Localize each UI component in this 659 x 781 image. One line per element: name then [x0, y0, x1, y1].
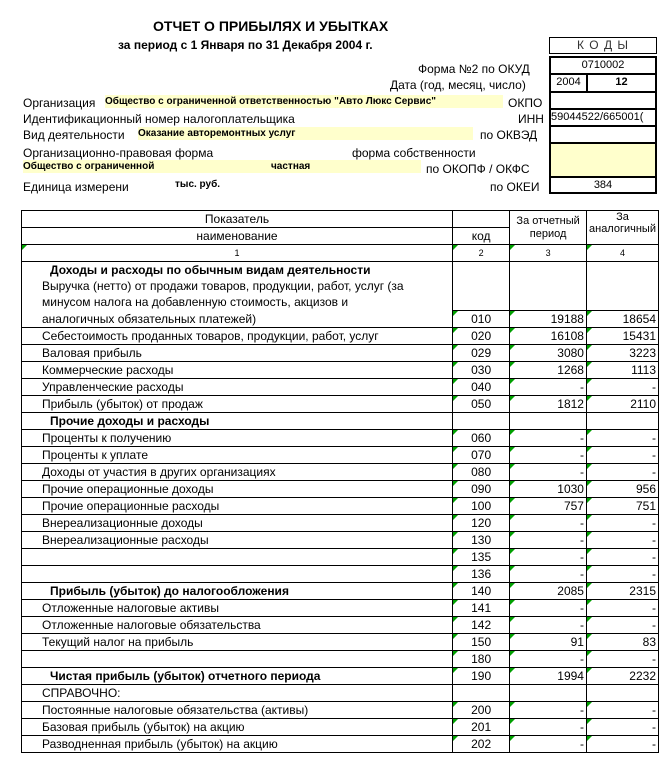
row-code: 060 — [453, 430, 510, 447]
row-prev: - — [586, 515, 658, 532]
inn-label: ИНН — [518, 112, 544, 126]
row-current: 1812 — [510, 396, 587, 413]
cell-marker — [587, 583, 592, 588]
table-row — [22, 262, 659, 279]
unit-value: тыс. руб. — [175, 179, 221, 190]
cell-marker — [510, 396, 515, 401]
row-name: Коммерческие расходы — [22, 362, 453, 379]
row-name: минусом налога на добавленную стоимость, акцизов и — [22, 294, 453, 311]
row-prev: - — [586, 736, 658, 753]
row-current: - — [510, 566, 587, 583]
row-current: - — [510, 430, 587, 447]
cell-marker — [587, 362, 592, 367]
cell-marker — [510, 345, 515, 350]
row-current: 1268 — [510, 362, 587, 379]
cell-marker — [510, 736, 515, 741]
row-current: - — [510, 532, 587, 549]
cell-marker — [587, 311, 592, 316]
row-code: 100 — [453, 498, 510, 515]
cell-marker — [587, 719, 592, 724]
cell-marker — [453, 379, 458, 384]
table-row — [22, 515, 659, 532]
row-current — [510, 294, 587, 311]
cell-marker — [453, 532, 458, 537]
ownership-value: частная — [263, 160, 421, 173]
cell-marker — [587, 498, 592, 503]
row-name: Валовая прибыль — [22, 345, 453, 362]
table-row — [22, 294, 659, 311]
table-row — [22, 583, 659, 600]
colnum-3: 3 — [545, 248, 551, 258]
row-prev: 956 — [586, 481, 658, 498]
row-current: - — [510, 379, 587, 396]
row-name: аналогичных обязательных платежей) — [22, 311, 453, 328]
cell-marker — [510, 481, 515, 486]
row-name: Себестоимость проданных товаров, продукции, работ, услуг — [22, 328, 453, 345]
cell-marker — [587, 702, 592, 707]
form-label: Форма №2 по ОКУД — [418, 62, 530, 76]
row-code: 190 — [453, 668, 510, 685]
row-name: Разводненная прибыль (убыток) на акцию — [22, 736, 453, 753]
okved-label: по ОКВЭД — [480, 128, 538, 142]
row-prev: 18654 — [586, 311, 658, 328]
row-prev: - — [586, 549, 658, 566]
colnum-2: 2 — [478, 248, 484, 258]
cell-marker — [510, 549, 515, 554]
cell-marker — [453, 345, 458, 350]
table-row — [22, 498, 659, 515]
row-prev — [586, 262, 658, 279]
row-current — [510, 278, 587, 294]
row-code: 180 — [453, 651, 510, 668]
row-name: Доходы от участия в других организациях — [22, 464, 453, 481]
head-current: За отчетный период — [510, 211, 587, 245]
date-year-cell: 2004 — [549, 74, 587, 92]
table-row — [22, 736, 659, 753]
cell-marker — [453, 702, 458, 707]
row-name: Проценты к получению — [22, 430, 453, 447]
row-current: - — [510, 464, 587, 481]
cell-marker — [587, 430, 592, 435]
row-name — [22, 651, 453, 668]
table-row — [22, 379, 659, 396]
cell-marker — [453, 651, 458, 656]
table-row — [22, 668, 659, 685]
okei-label: по ОКЕИ — [490, 180, 540, 194]
table-row — [22, 532, 659, 549]
row-current: 19188 — [510, 311, 587, 328]
row-current: - — [510, 549, 587, 566]
row-code — [453, 685, 510, 702]
cell-marker — [587, 668, 592, 673]
row-code: 150 — [453, 634, 510, 651]
row-code: 120 — [453, 515, 510, 532]
cell-marker — [587, 464, 592, 469]
row-name — [22, 566, 453, 583]
cell-marker — [510, 566, 515, 571]
cell-marker — [510, 362, 515, 367]
cell-marker — [510, 617, 515, 622]
row-code: 141 — [453, 600, 510, 617]
cell-marker — [453, 328, 458, 333]
row-name: Выручка (нетто) от продажи товаров, продукции, работ, услуг (за — [22, 278, 453, 294]
form-code-cell: 0710002 — [549, 56, 657, 74]
row-prev: 15431 — [586, 328, 658, 345]
row-code: 010 — [453, 311, 510, 328]
cell-marker — [510, 651, 515, 656]
cell-marker — [453, 515, 458, 520]
row-name: Постоянные налоговые обязательства (активы) — [22, 702, 453, 719]
inn-label-full: Идентификационный номер налогоплательщика — [23, 112, 295, 126]
row-current: - — [510, 702, 587, 719]
row-code: 135 — [453, 549, 510, 566]
cell-marker — [453, 634, 458, 639]
table-row — [22, 600, 659, 617]
head-prev: За аналогичный — [586, 211, 658, 245]
row-prev: - — [586, 430, 658, 447]
cell-marker — [510, 498, 515, 503]
date-month-cell: 12 — [587, 74, 657, 92]
row-code — [453, 294, 510, 311]
row-prev: - — [586, 719, 658, 736]
table-row — [22, 278, 659, 294]
row-name: Внереализационные расходы — [22, 532, 453, 549]
cell-marker — [453, 447, 458, 452]
okopf-cell — [549, 143, 657, 177]
row-prev — [586, 278, 658, 294]
cell-marker — [510, 702, 515, 707]
cell-marker — [587, 328, 592, 333]
row-name: Управленческие расходы — [22, 379, 453, 396]
table-row — [22, 481, 659, 498]
row-name: СПРАВОЧНО: — [22, 685, 453, 702]
cell-marker — [587, 651, 592, 656]
row-current: 3080 — [510, 345, 587, 362]
table-row — [22, 702, 659, 719]
row-current: - — [510, 651, 587, 668]
head-code: код — [453, 228, 510, 245]
row-current: - — [510, 736, 587, 753]
table-row — [22, 651, 659, 668]
row-prev: - — [586, 379, 658, 396]
row-code: 030 — [453, 362, 510, 379]
report-title: ОТЧЕТ О ПРИБЫЛЯХ И УБЫТКАХ — [153, 18, 389, 34]
cell-marker — [587, 345, 592, 350]
cell-marker — [453, 549, 458, 554]
cell-marker — [587, 515, 592, 520]
row-code: 140 — [453, 583, 510, 600]
row-prev: - — [586, 566, 658, 583]
row-name: Прибыль (убыток) до налогообложения — [22, 583, 453, 600]
row-name: Чистая прибыль (убыток) отчетного периода — [22, 668, 453, 685]
cell-marker — [587, 396, 592, 401]
cell-marker — [587, 549, 592, 554]
colnum-1: 1 — [234, 248, 240, 258]
cell-marker — [453, 430, 458, 435]
row-name: Текущий налог на прибыль — [22, 634, 453, 651]
unit-label: Единица измерени — [23, 180, 129, 194]
row-code: 136 — [453, 566, 510, 583]
row-code: 142 — [453, 617, 510, 634]
row-current: 1994 — [510, 668, 587, 685]
cell-marker — [453, 668, 458, 673]
cell-marker — [453, 719, 458, 724]
table-row — [22, 464, 659, 481]
row-current: 2085 — [510, 583, 587, 600]
row-prev: 2232 — [586, 668, 658, 685]
cell-marker — [453, 311, 458, 316]
row-prev: - — [586, 464, 658, 481]
cell-marker — [453, 617, 458, 622]
activity-label: Вид деятельности — [23, 128, 125, 142]
row-prev — [586, 413, 658, 430]
row-code — [453, 278, 510, 294]
okpo-label: ОКПО — [508, 96, 543, 110]
row-name: Прочие операционные расходы — [22, 498, 453, 515]
row-current: 757 — [510, 498, 587, 515]
cell-marker — [510, 668, 515, 673]
row-name: Проценты к уплате — [22, 447, 453, 464]
cell-marker — [510, 447, 515, 452]
row-name: Отложенные налоговые обязательства — [22, 617, 453, 634]
table-row — [22, 566, 659, 583]
cell-marker — [510, 379, 515, 384]
row-prev: 83 — [586, 634, 658, 651]
row-code: 130 — [453, 532, 510, 549]
row-name: Базовая прибыль (убыток) на акцию — [22, 719, 453, 736]
row-prev: 2315 — [586, 583, 658, 600]
cell-marker — [587, 736, 592, 741]
cell-marker — [453, 736, 458, 741]
row-prev: - — [586, 532, 658, 549]
row-prev: 2110 — [586, 396, 658, 413]
table-head-row-1 — [22, 211, 659, 228]
row-code: 200 — [453, 702, 510, 719]
table-row — [22, 617, 659, 634]
cell-marker — [453, 464, 458, 469]
row-current: - — [510, 447, 587, 464]
row-current — [510, 685, 587, 702]
row-name: Доходы и расходы по обычным видам деятельности — [22, 262, 453, 279]
table-row — [22, 362, 659, 379]
row-prev — [586, 685, 658, 702]
cell-marker — [587, 447, 592, 452]
row-code: 050 — [453, 396, 510, 413]
cell-marker — [587, 532, 592, 537]
activity-value: Оказание авторемонтных услуг — [138, 127, 473, 140]
row-code: 202 — [453, 736, 510, 753]
pnl-table — [21, 210, 659, 753]
table-row — [22, 328, 659, 345]
cell-marker — [510, 719, 515, 724]
row-name: Прочие доходы и расходы — [22, 413, 453, 430]
row-current: - — [510, 515, 587, 532]
row-code: 040 — [453, 379, 510, 396]
row-name: Прочие операционные доходы — [22, 481, 453, 498]
table-row — [22, 413, 659, 430]
cell-marker — [453, 396, 458, 401]
row-current: - — [510, 617, 587, 634]
row-code: 201 — [453, 719, 510, 736]
row-code — [453, 262, 510, 279]
row-current: - — [510, 719, 587, 736]
row-prev: 3223 — [586, 345, 658, 362]
row-prev: - — [586, 651, 658, 668]
ownership-label: форма собственности — [352, 146, 476, 160]
okei-cell: 384 — [549, 177, 657, 194]
cell-marker — [587, 617, 592, 622]
org-value: Общество с ограниченной ответственностью "Авто Люкс Сервис" — [105, 95, 503, 108]
row-prev: 751 — [586, 498, 658, 515]
cell-marker — [453, 566, 458, 571]
table-row — [22, 311, 659, 328]
org-label: Организация — [23, 96, 96, 110]
table-row — [22, 396, 659, 413]
cell-marker — [453, 362, 458, 367]
row-current: 91 — [510, 634, 587, 651]
row-name: Отложенные налоговые активы — [22, 600, 453, 617]
table-row — [22, 345, 659, 362]
row-code: 020 — [453, 328, 510, 345]
cell-marker — [510, 532, 515, 537]
inn-cell: 59044522/665001( — [549, 109, 657, 126]
row-prev: - — [586, 447, 658, 464]
cell-marker — [510, 464, 515, 469]
row-current — [510, 413, 587, 430]
cell-marker — [587, 634, 592, 639]
row-current: - — [510, 600, 587, 617]
legal-form-value: Общество с ограниченной — [23, 160, 263, 173]
table-row — [22, 430, 659, 447]
row-prev: - — [586, 600, 658, 617]
row-code: 090 — [453, 481, 510, 498]
report-period: за период с 1 Января по 31 Декабря 2004 г. — [118, 38, 373, 52]
row-current: 1030 — [510, 481, 587, 498]
okopf-label: по ОКОПФ / ОКФС — [426, 162, 530, 176]
table-row — [22, 719, 659, 736]
cell-marker — [510, 600, 515, 605]
table-colnum-row — [22, 245, 659, 262]
cell-marker — [453, 583, 458, 588]
row-prev: - — [586, 702, 658, 719]
head-indicator: Показатель — [22, 211, 453, 228]
row-name — [22, 549, 453, 566]
row-name: Внереализационные доходы — [22, 515, 453, 532]
cell-marker — [587, 600, 592, 605]
table-row — [22, 634, 659, 651]
cell-marker — [453, 600, 458, 605]
cell-marker — [453, 498, 458, 503]
cell-marker — [510, 583, 515, 588]
cell-marker — [587, 481, 592, 486]
head-name: наименование — [22, 228, 453, 245]
row-code: 080 — [453, 464, 510, 481]
cell-marker — [587, 379, 592, 384]
legal-form-label: Организационно-правовая форма — [23, 146, 214, 160]
colnum-4: 4 — [619, 248, 625, 258]
codes-header: К О Д Ы — [549, 37, 657, 54]
row-current: 16108 — [510, 328, 587, 345]
cell-marker — [510, 430, 515, 435]
okpo-cell — [549, 92, 657, 109]
cell-marker — [510, 634, 515, 639]
cell-marker — [510, 311, 515, 316]
cell-marker — [510, 515, 515, 520]
row-code — [453, 413, 510, 430]
row-code: 070 — [453, 447, 510, 464]
date-label: Дата (год, месяц, число) — [390, 78, 526, 92]
cell-marker — [510, 328, 515, 333]
okved-cell — [549, 126, 657, 143]
table-row — [22, 549, 659, 566]
table-row — [22, 685, 659, 702]
row-prev — [586, 294, 658, 311]
row-code: 029 — [453, 345, 510, 362]
cell-marker — [587, 566, 592, 571]
cell-marker — [453, 481, 458, 486]
row-name: Прибыль (убыток) от продаж — [22, 396, 453, 413]
table-row — [22, 447, 659, 464]
row-prev: 1113 — [586, 362, 658, 379]
row-prev: - — [586, 617, 658, 634]
row-current — [510, 262, 587, 279]
